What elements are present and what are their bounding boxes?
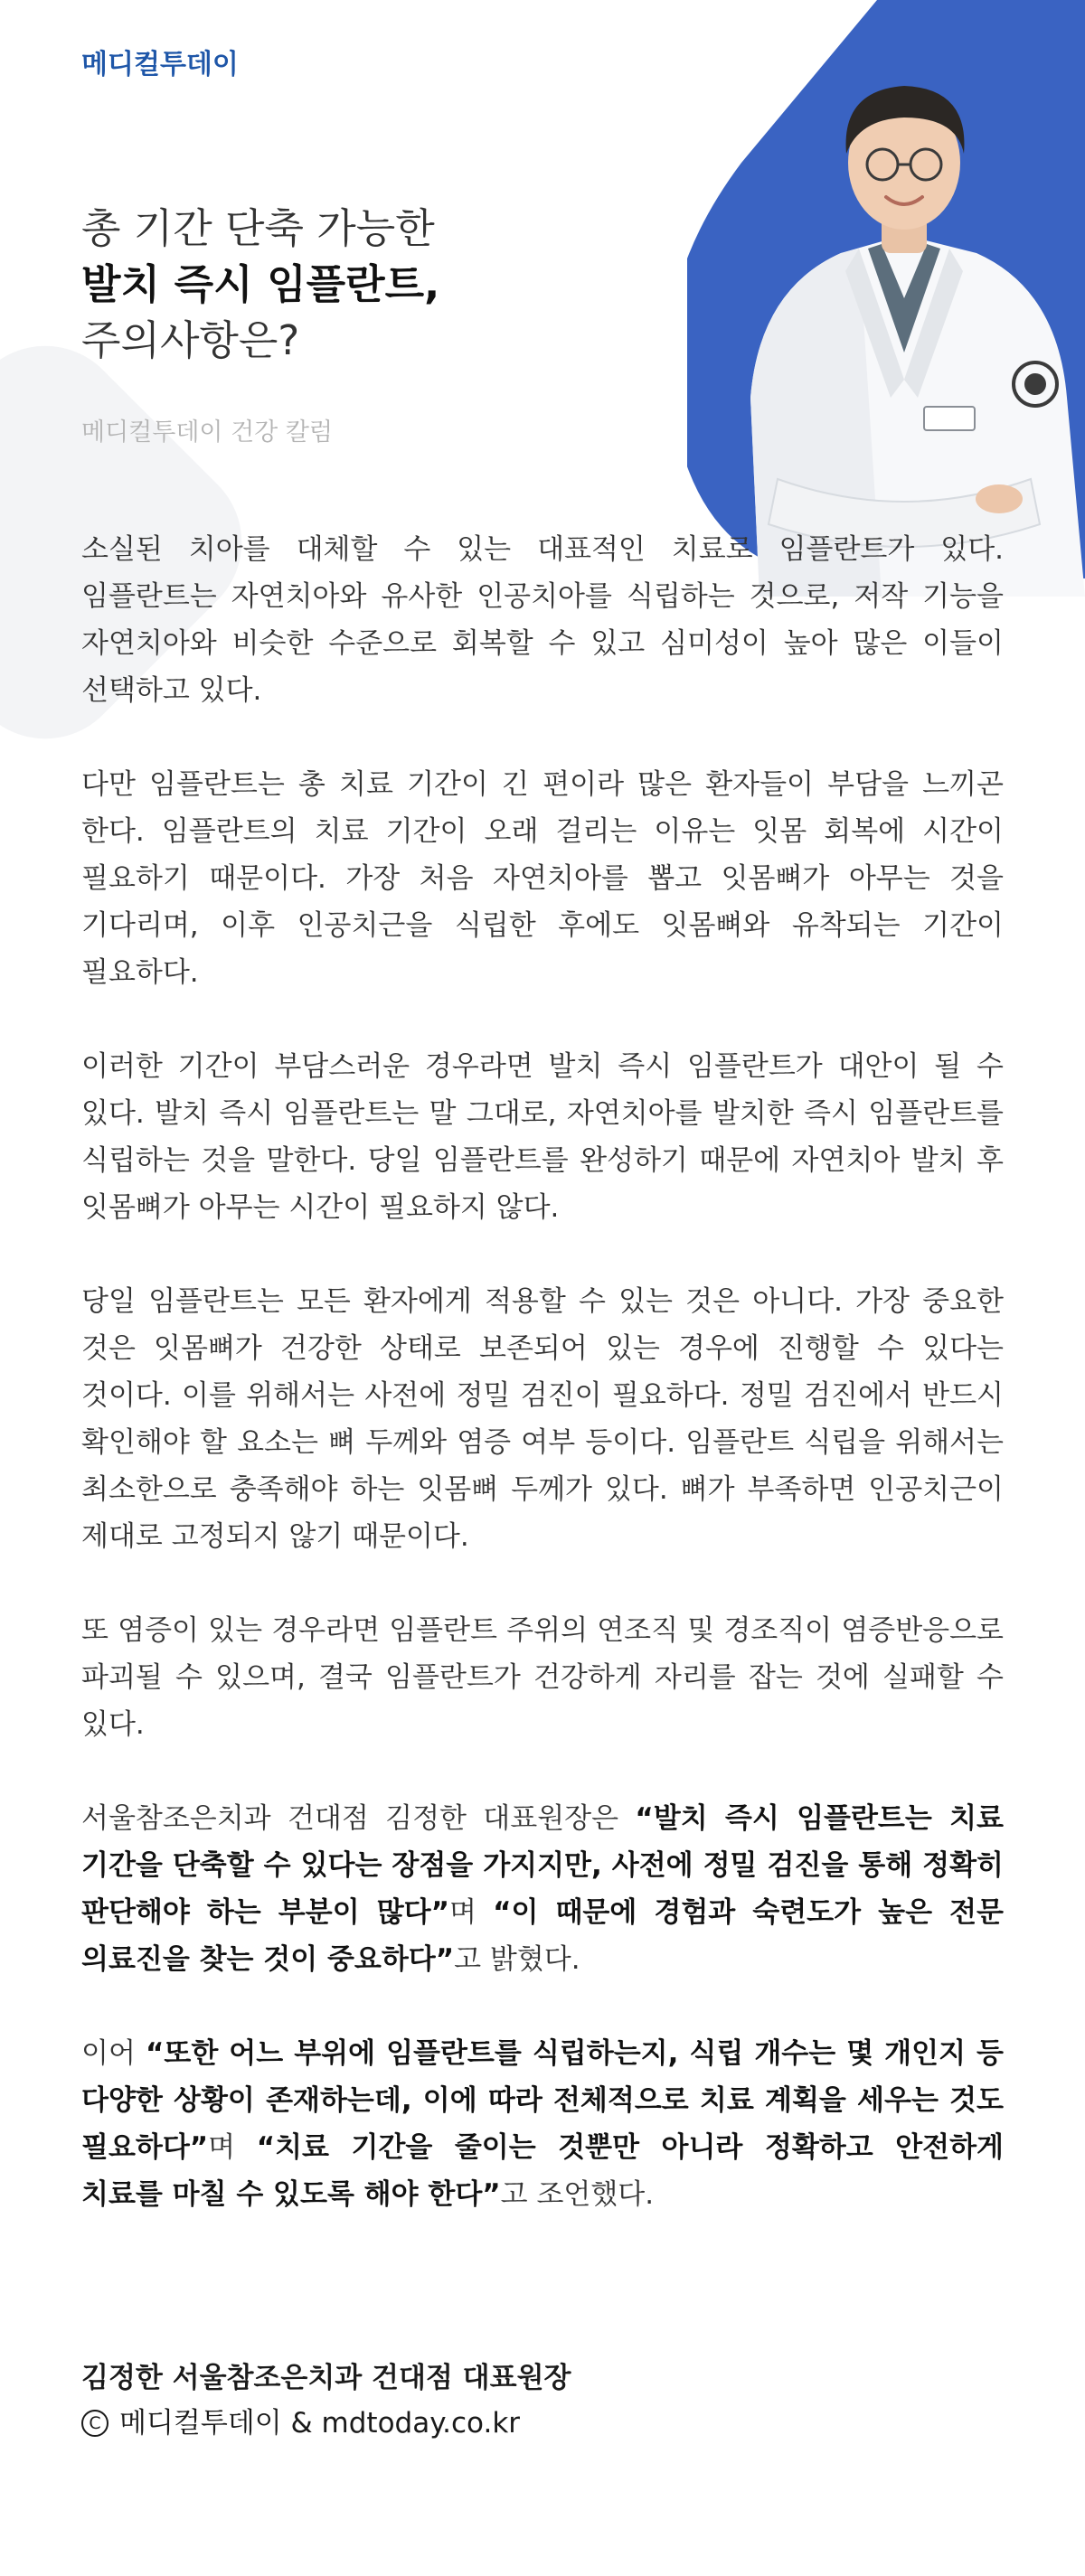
quote-connector: 며 (208, 2131, 257, 2164)
article-paragraph-5: 또 염증이 있는 경우라면 임플란트 주위의 연조직 및 경조직이 염증반응으로 파괴될 수 있으며, 결국 임플란트가 건강하게 자리를 잡는 것에 실패할 수 있다. (81, 1614, 1004, 1741)
author-name: 김정한 서울참조은치과 건대점 대표원장 (81, 2362, 571, 2394)
headline-line-2: 발치 즉시 임플란트, (81, 260, 440, 308)
headline-line-3: 주의사항은? (81, 316, 300, 364)
quote-connector: 며 (449, 1896, 494, 1929)
article-paragraph-6 (81, 1795, 1004, 1983)
doctor-quote: “이 때문에 경험과 숙련도가 높은 전문 의료진을 찾는 것이 중요하다” (81, 1896, 1004, 1976)
doctor-quote: “치료 기간을 줄이는 것뿐만 아니라 정확하고 안전하게 치료를 마칠 수 있도록 해야 한다” (81, 2131, 1004, 2211)
author-signoff (81, 2355, 571, 2446)
article-paragraph-7 (81, 2030, 1004, 2218)
quote-intro: 이어 (81, 2037, 146, 2070)
doctor-quote: “또한 어느 부위에 임플란트를 식립하는지, 식립 개수는 몇 개인지 등 다양한 상황이 존재하는데, 이에 따라 전체적으로 치료 계획을 세우는 것도 필요하다” (81, 2037, 1005, 2164)
copyright-text: 메디컬투데이 & mdtoday.co.kr (119, 2407, 521, 2440)
copyright-line (81, 2401, 571, 2446)
doctor-portrait (723, 54, 1085, 597)
column-subtitle: 메디컬투데이 건강 칼럼 (81, 418, 333, 447)
doctor-quote: “발치 즉시 임플란트는 치료 기간을 단축할 수 있다는 장점을 가지지만, 사전에 정밀 검진을 통해 정확히 판단해야 하는 부분이 많다” (81, 1802, 1004, 1929)
copyright-icon: C (81, 2410, 108, 2437)
article-paragraph-4: 당일 임플란트는 모든 환자에게 적용할 수 있는 것은 아니다. 가장 중요한 것은 잇몸뼈가 건강한 상태로 보존되어 있는 경우에 진행할 수 있다는 것이다. 이를 위해서는 사전에 정밀 검진이 필요하다. 정밀 검진에서 반드시 확인해야 할 요소는 뼈 두께와 염증 여부 등이다. 임플란트 식립을 위해서는 최소한으로 충족해야 하는 잇몸뼈 두께가 있다. 뼈가 부족하면 인공치근이 제대로 고정되지 않기 때문이다. (81, 1285, 1004, 1553)
quote-intro: 서울참조은치과 건대점 김정한 대표원장은 (81, 1802, 636, 1835)
brand-logo[interactable]: 메디컬투데이 (81, 49, 239, 80)
article-paragraph-1: 소실된 치아를 대체할 수 있는 대표적인 치료로 임플란트가 있다. 임플란트는 자연치아와 유사한 인공치아를 식립하는 것으로, 저작 기능을 자연치아와 비슷한 수준으로 회복할 수 있고 심미성이 높아 많은 이들이 선택하고 있다. (81, 533, 1004, 707)
quote-outro: 고 밝혔다. (454, 1943, 580, 1976)
headline-line-1: 총 기간 단축 가능한 (81, 204, 435, 252)
quote-outro: 고 조언했다. (500, 2178, 655, 2211)
article-body (81, 526, 1004, 2265)
article-paragraph-2: 다만 임플란트는 총 치료 기간이 긴 편이라 많은 환자들이 부담을 느끼곤 한다. 임플란트의 치료 기간이 오래 걸리는 이유는 잇몸 회복에 시간이 필요하기 때문이다. 가장 처음 자연치아를 뽑고 잇몸뼈가 아무는 것을 기다리며, 이후 인공치근을 식립한 후에도 잇몸뼈와 유착되는 기간이 필요하다. (81, 768, 1004, 989)
article-paragraph-3: 이러한 기간이 부담스러운 경우라면 발치 즉시 임플란트가 대안이 될 수 있다. 발치 즉시 임플란트는 말 그대로, 자연치아를 발치한 즉시 임플란트를 식립하는 것을 말한다. 당일 임플란트를 완성하기 때문에 자연치아 발치 후 잇몸뼈가 아무는 시간이 필요하지 않다. (81, 1050, 1004, 1224)
headline (81, 201, 624, 369)
